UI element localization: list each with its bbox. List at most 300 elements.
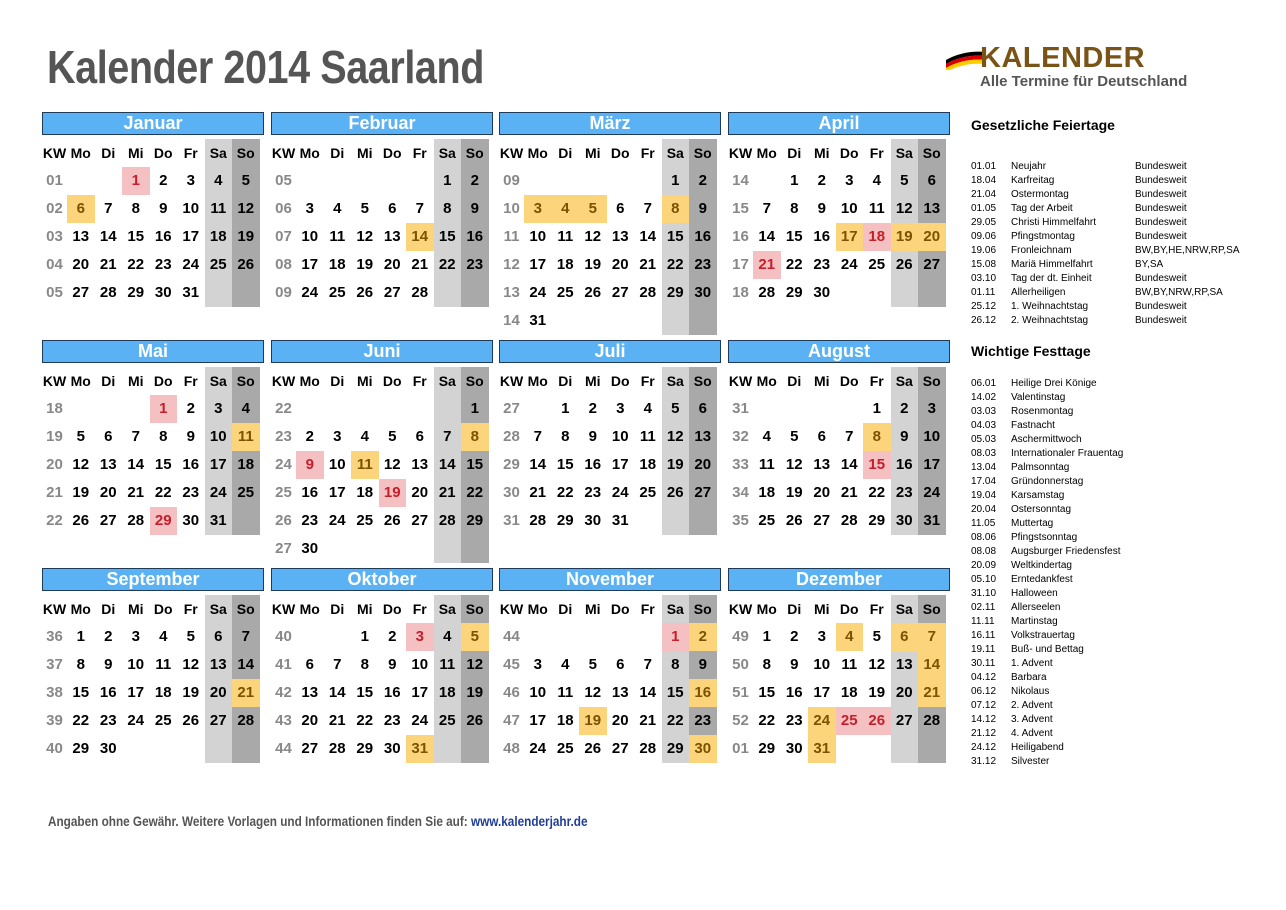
calendar-day[interactable]: 14 xyxy=(328,684,346,701)
calendar-day[interactable]: 28 xyxy=(639,284,657,301)
calendar-day[interactable]: 25 xyxy=(154,712,172,729)
calendar-day[interactable]: 14 xyxy=(237,656,255,673)
calendar-day[interactable]: 28 xyxy=(237,712,255,729)
calendar-day[interactable]: 12 xyxy=(666,428,684,445)
calendar-day[interactable]: 8 xyxy=(131,200,140,217)
calendar-day[interactable]: 2 xyxy=(186,400,195,417)
calendar-day[interactable]: 15 xyxy=(863,451,891,479)
calendar-day[interactable]: 9 xyxy=(790,656,799,673)
calendar-day[interactable]: 18 xyxy=(639,456,657,473)
calendar-day[interactable]: 8 xyxy=(443,200,452,217)
calendar-day[interactable]: 27 xyxy=(611,284,629,301)
calendar-day[interactable]: 26 xyxy=(356,284,374,301)
calendar-day[interactable]: 21 xyxy=(639,256,657,273)
calendar-day[interactable]: 27 xyxy=(923,256,941,273)
calendar-day[interactable]: 21 xyxy=(918,679,946,707)
calendar-day[interactable]: 12 xyxy=(584,228,602,245)
calendar-day[interactable]: 23 xyxy=(301,512,319,529)
calendar-day[interactable]: 29 xyxy=(127,284,145,301)
calendar-day[interactable]: 4 xyxy=(333,200,342,217)
calendar-day[interactable]: 26 xyxy=(666,484,684,501)
calendar-day[interactable]: 20 xyxy=(611,712,629,729)
calendar-day[interactable]: 12 xyxy=(237,200,255,217)
calendar-day[interactable]: 6 xyxy=(415,428,424,445)
calendar-day[interactable]: 23 xyxy=(154,256,172,273)
calendar-day[interactable]: 24 xyxy=(840,256,858,273)
calendar-day[interactable]: 31 xyxy=(923,512,941,529)
calendar-day[interactable]: 20 xyxy=(895,684,913,701)
calendar-day[interactable]: 2 xyxy=(470,172,479,189)
calendar-day[interactable]: 29 xyxy=(758,740,776,757)
calendar-day[interactable]: 6 xyxy=(305,656,314,673)
calendar-day[interactable]: 13 xyxy=(99,456,117,473)
calendar-day[interactable]: 25 xyxy=(328,284,346,301)
calendar-day[interactable]: 22 xyxy=(556,484,574,501)
calendar-day[interactable]: 10 xyxy=(529,684,547,701)
calendar-day[interactable]: 4 xyxy=(836,623,864,651)
calendar-day[interactable]: 13 xyxy=(611,228,629,245)
calendar-day[interactable]: 21 xyxy=(840,484,858,501)
calendar-day[interactable]: 18 xyxy=(758,484,776,501)
calendar-day[interactable]: 26 xyxy=(466,712,484,729)
calendar-day[interactable]: 3 xyxy=(817,628,826,645)
calendar-day[interactable]: 14 xyxy=(758,228,776,245)
calendar-day[interactable]: 1 xyxy=(150,395,178,423)
calendar-day[interactable]: 17 xyxy=(182,228,200,245)
calendar-day[interactable]: 27 xyxy=(611,740,629,757)
calendar-day[interactable]: 21 xyxy=(438,484,456,501)
calendar-day[interactable]: 26 xyxy=(785,512,803,529)
calendar-day[interactable]: 3 xyxy=(214,400,223,417)
calendar-day[interactable]: 3 xyxy=(305,200,314,217)
calendar-day[interactable]: 2 xyxy=(817,172,826,189)
calendar-day[interactable]: 5 xyxy=(241,172,250,189)
calendar-day[interactable]: 8 xyxy=(360,656,369,673)
calendar-day[interactable]: 15 xyxy=(556,456,574,473)
calendar-day[interactable]: 16 xyxy=(785,684,803,701)
calendar-day[interactable]: 27 xyxy=(301,740,319,757)
calendar-day[interactable]: 12 xyxy=(785,456,803,473)
calendar-day[interactable]: 7 xyxy=(415,200,424,217)
calendar-day[interactable]: 19 xyxy=(72,484,90,501)
calendar-day[interactable]: 7 xyxy=(443,428,452,445)
calendar-day[interactable]: 10 xyxy=(813,656,831,673)
calendar-day[interactable]: 14 xyxy=(406,223,434,251)
calendar-day[interactable]: 6 xyxy=(388,200,397,217)
calendar-day[interactable]: 7 xyxy=(762,200,771,217)
calendar-day[interactable]: 5 xyxy=(579,195,607,223)
calendar-day[interactable]: 29 xyxy=(466,512,484,529)
calendar-day[interactable]: 25 xyxy=(639,484,657,501)
calendar-day[interactable]: 23 xyxy=(383,712,401,729)
calendar-day[interactable]: 20 xyxy=(99,484,117,501)
calendar-day[interactable]: 6 xyxy=(927,172,936,189)
calendar-day[interactable]: 12 xyxy=(182,656,200,673)
calendar-day[interactable]: 16 xyxy=(895,456,913,473)
calendar-day[interactable]: 22 xyxy=(72,712,90,729)
calendar-day[interactable]: 28 xyxy=(328,740,346,757)
calendar-day[interactable]: 15 xyxy=(438,228,456,245)
calendar-day[interactable]: 9 xyxy=(698,656,707,673)
calendar-day[interactable]: 29 xyxy=(666,284,684,301)
calendar-day[interactable]: 20 xyxy=(611,256,629,273)
calendar-day[interactable]: 18 xyxy=(840,684,858,701)
calendar-day[interactable]: 1 xyxy=(470,400,479,417)
calendar-day[interactable]: 4 xyxy=(159,628,168,645)
calendar-day[interactable]: 26 xyxy=(895,256,913,273)
calendar-day[interactable]: 13 xyxy=(694,428,712,445)
calendar-day[interactable]: 9 xyxy=(588,428,597,445)
calendar-day[interactable]: 21 xyxy=(411,256,429,273)
calendar-day[interactable]: 20 xyxy=(72,256,90,273)
calendar-day[interactable]: 28 xyxy=(438,512,456,529)
calendar-day[interactable]: 27 xyxy=(813,512,831,529)
calendar-day[interactable]: 29 xyxy=(666,740,684,757)
calendar-day[interactable]: 24 xyxy=(808,707,836,735)
calendar-day[interactable]: 7 xyxy=(533,428,542,445)
calendar-day[interactable]: 26 xyxy=(182,712,200,729)
calendar-day[interactable]: 4 xyxy=(643,400,652,417)
calendar-day[interactable]: 27 xyxy=(72,284,90,301)
calendar-day[interactable]: 4 xyxy=(552,195,580,223)
calendar-day[interactable]: 14 xyxy=(918,651,946,679)
calendar-day[interactable]: 21 xyxy=(127,484,145,501)
calendar-day[interactable]: 9 xyxy=(388,656,397,673)
calendar-day[interactable]: 27 xyxy=(209,712,227,729)
calendar-day[interactable]: 20 xyxy=(411,484,429,501)
calendar-day[interactable]: 9 xyxy=(900,428,909,445)
calendar-day[interactable]: 21 xyxy=(753,251,781,279)
calendar-day[interactable]: 15 xyxy=(758,684,776,701)
calendar-day[interactable]: 6 xyxy=(698,400,707,417)
calendar-day[interactable]: 16 xyxy=(99,684,117,701)
calendar-day[interactable]: 3 xyxy=(186,172,195,189)
calendar-day[interactable]: 6 xyxy=(891,623,919,651)
calendar-day[interactable]: 21 xyxy=(639,712,657,729)
calendar-day[interactable]: 28 xyxy=(411,284,429,301)
calendar-day[interactable]: 30 xyxy=(182,512,200,529)
calendar-day[interactable]: 23 xyxy=(813,256,831,273)
calendar-day[interactable]: 23 xyxy=(694,712,712,729)
calendar-day[interactable]: 30 xyxy=(383,740,401,757)
calendar-day[interactable]: 23 xyxy=(895,484,913,501)
calendar-day[interactable]: 26 xyxy=(863,707,891,735)
calendar-day[interactable]: 1 xyxy=(872,400,881,417)
calendar-day[interactable]: 4 xyxy=(241,400,250,417)
calendar-day[interactable]: 12 xyxy=(466,656,484,673)
calendar-day[interactable]: 16 xyxy=(813,228,831,245)
calendar-day[interactable]: 22 xyxy=(785,256,803,273)
calendar-day[interactable]: 24 xyxy=(209,484,227,501)
calendar-day[interactable]: 29 xyxy=(72,740,90,757)
calendar-day[interactable]: 15 xyxy=(666,684,684,701)
calendar-day[interactable]: 29 xyxy=(868,512,886,529)
calendar-day[interactable]: 1 xyxy=(671,172,680,189)
calendar-day[interactable]: 9 xyxy=(186,428,195,445)
calendar-day[interactable]: 10 xyxy=(127,656,145,673)
calendar-day[interactable]: 16 xyxy=(182,456,200,473)
calendar-day[interactable]: 21 xyxy=(529,484,547,501)
calendar-day[interactable]: 12 xyxy=(356,228,374,245)
calendar-day[interactable]: 23 xyxy=(182,484,200,501)
calendar-day[interactable]: 26 xyxy=(72,512,90,529)
calendar-day[interactable]: 5 xyxy=(900,172,909,189)
calendar-day[interactable]: 23 xyxy=(584,484,602,501)
calendar-day[interactable]: 5 xyxy=(76,428,85,445)
calendar-day[interactable]: 29 xyxy=(150,507,178,535)
calendar-day[interactable]: 9 xyxy=(159,200,168,217)
calendar-day[interactable]: 12 xyxy=(895,200,913,217)
calendar-day[interactable]: 27 xyxy=(383,284,401,301)
calendar-day[interactable]: 17 xyxy=(209,456,227,473)
calendar-day[interactable]: 3 xyxy=(533,656,542,673)
calendar-day[interactable]: 29 xyxy=(785,284,803,301)
calendar-day[interactable]: 20 xyxy=(209,684,227,701)
calendar-day[interactable]: 18 xyxy=(556,712,574,729)
calendar-day[interactable]: 2 xyxy=(698,172,707,189)
calendar-day[interactable]: 10 xyxy=(529,228,547,245)
calendar-day[interactable]: 8 xyxy=(461,423,489,451)
calendar-day[interactable]: 24 xyxy=(529,740,547,757)
calendar-day[interactable]: 26 xyxy=(383,512,401,529)
calendar-day[interactable]: 30 xyxy=(694,284,712,301)
calendar-day[interactable]: 12 xyxy=(72,456,90,473)
calendar-day[interactable]: 25 xyxy=(356,512,374,529)
calendar-day[interactable]: 14 xyxy=(99,228,117,245)
calendar-day[interactable]: 10 xyxy=(411,656,429,673)
calendar-day[interactable]: 27 xyxy=(895,712,913,729)
calendar-day[interactable]: 19 xyxy=(379,479,407,507)
calendar-day[interactable]: 10 xyxy=(840,200,858,217)
calendar-day[interactable]: 30 xyxy=(301,540,319,557)
calendar-day[interactable]: 13 xyxy=(923,200,941,217)
calendar-day[interactable]: 16 xyxy=(584,456,602,473)
calendar-day[interactable]: 13 xyxy=(813,456,831,473)
calendar-day[interactable]: 31 xyxy=(611,512,629,529)
calendar-day[interactable]: 10 xyxy=(611,428,629,445)
calendar-day[interactable]: 31 xyxy=(406,735,434,763)
footer-link[interactable]: www.kalenderjahr.de xyxy=(470,813,588,829)
calendar-day[interactable]: 2 xyxy=(588,400,597,417)
calendar-day[interactable]: 6 xyxy=(214,628,223,645)
kalender-logo[interactable] xyxy=(944,42,1206,94)
calendar-day[interactable]: 8 xyxy=(662,195,690,223)
calendar-day[interactable]: 6 xyxy=(104,428,113,445)
calendar-day[interactable]: 4 xyxy=(561,656,570,673)
calendar-day[interactable]: 5 xyxy=(388,428,397,445)
calendar-day[interactable]: 30 xyxy=(584,512,602,529)
calendar-day[interactable]: 2 xyxy=(104,628,113,645)
calendar-day[interactable]: 23 xyxy=(466,256,484,273)
calendar-day[interactable]: 15 xyxy=(466,456,484,473)
calendar-day[interactable]: 1 xyxy=(762,628,771,645)
calendar-day[interactable]: 18 xyxy=(209,228,227,245)
calendar-day[interactable]: 4 xyxy=(443,628,452,645)
calendar-day[interactable]: 27 xyxy=(99,512,117,529)
calendar-day[interactable]: 30 xyxy=(785,740,803,757)
calendar-day[interactable]: 30 xyxy=(689,735,717,763)
calendar-day[interactable]: 21 xyxy=(232,679,260,707)
calendar-day[interactable]: 7 xyxy=(918,623,946,651)
calendar-day[interactable]: 17 xyxy=(529,256,547,273)
calendar-day[interactable]: 10 xyxy=(209,428,227,445)
calendar-day[interactable]: 7 xyxy=(643,200,652,217)
calendar-day[interactable]: 9 xyxy=(698,200,707,217)
calendar-day[interactable]: 16 xyxy=(301,484,319,501)
calendar-day[interactable]: 9 xyxy=(470,200,479,217)
calendar-day[interactable]: 10 xyxy=(923,428,941,445)
calendar-day[interactable]: 1 xyxy=(122,167,150,195)
calendar-day[interactable]: 7 xyxy=(104,200,113,217)
calendar-day[interactable]: 25 xyxy=(868,256,886,273)
calendar-day[interactable]: 3 xyxy=(524,195,552,223)
calendar-day[interactable]: 20 xyxy=(918,223,946,251)
calendar-day[interactable]: 1 xyxy=(662,623,690,651)
calendar-day[interactable]: 6 xyxy=(817,428,826,445)
calendar-day[interactable]: 7 xyxy=(131,428,140,445)
calendar-day[interactable]: 18 xyxy=(556,256,574,273)
calendar-day[interactable]: 28 xyxy=(99,284,117,301)
calendar-day[interactable]: 29 xyxy=(356,740,374,757)
calendar-day[interactable]: 28 xyxy=(758,284,776,301)
calendar-day[interactable]: 17 xyxy=(836,223,864,251)
calendar-day[interactable]: 2 xyxy=(388,628,397,645)
calendar-day[interactable]: 18 xyxy=(863,223,891,251)
calendar-day[interactable]: 16 xyxy=(694,228,712,245)
calendar-day[interactable]: 11 xyxy=(758,456,775,473)
calendar-day[interactable]: 24 xyxy=(411,712,429,729)
calendar-day[interactable]: 16 xyxy=(383,684,401,701)
calendar-day[interactable]: 26 xyxy=(237,256,255,273)
calendar-day[interactable]: 3 xyxy=(927,400,936,417)
calendar-day[interactable]: 19 xyxy=(237,228,255,245)
calendar-day[interactable]: 2 xyxy=(159,172,168,189)
calendar-day[interactable]: 13 xyxy=(301,684,319,701)
calendar-day[interactable]: 16 xyxy=(689,679,717,707)
calendar-day[interactable]: 24 xyxy=(182,256,200,273)
calendar-day[interactable]: 19 xyxy=(356,256,374,273)
calendar-day[interactable]: 13 xyxy=(411,456,429,473)
calendar-day[interactable]: 4 xyxy=(360,428,369,445)
calendar-day[interactable]: 19 xyxy=(182,684,200,701)
calendar-day[interactable]: 11 xyxy=(841,656,858,673)
calendar-day[interactable]: 30 xyxy=(154,284,172,301)
calendar-day[interactable]: 12 xyxy=(584,684,602,701)
calendar-day[interactable]: 19 xyxy=(868,684,886,701)
calendar-day[interactable]: 21 xyxy=(99,256,117,273)
calendar-day[interactable]: 1 xyxy=(443,172,452,189)
calendar-day[interactable]: 17 xyxy=(923,456,941,473)
calendar-day[interactable]: 28 xyxy=(840,512,858,529)
calendar-day[interactable]: 27 xyxy=(411,512,429,529)
calendar-day[interactable]: 15 xyxy=(127,228,145,245)
calendar-day[interactable]: 1 xyxy=(561,400,570,417)
calendar-day[interactable]: 11 xyxy=(210,200,227,217)
calendar-day[interactable]: 13 xyxy=(72,228,90,245)
calendar-day[interactable]: 2 xyxy=(790,628,799,645)
calendar-day[interactable]: 27 xyxy=(694,484,712,501)
calendar-day[interactable]: 8 xyxy=(76,656,85,673)
calendar-day[interactable]: 1 xyxy=(790,172,799,189)
calendar-day[interactable]: 19 xyxy=(891,223,919,251)
calendar-day[interactable]: 8 xyxy=(863,423,891,451)
calendar-day[interactable]: 12 xyxy=(868,656,886,673)
calendar-day[interactable]: 11 xyxy=(351,451,379,479)
calendar-day[interactable]: 24 xyxy=(328,512,346,529)
calendar-day[interactable]: 6 xyxy=(616,200,625,217)
calendar-day[interactable]: 14 xyxy=(840,456,858,473)
calendar-day[interactable]: 15 xyxy=(666,228,684,245)
calendar-day[interactable]: 26 xyxy=(584,284,602,301)
calendar-day[interactable]: 10 xyxy=(301,228,319,245)
calendar-day[interactable]: 11 xyxy=(232,423,260,451)
calendar-day[interactable]: 5 xyxy=(588,656,597,673)
calendar-day[interactable]: 25 xyxy=(758,512,776,529)
calendar-day[interactable]: 19 xyxy=(785,484,803,501)
calendar-day[interactable]: 22 xyxy=(466,484,484,501)
calendar-day[interactable]: 24 xyxy=(127,712,145,729)
calendar-day[interactable]: 25 xyxy=(237,484,255,501)
calendar-day[interactable]: 28 xyxy=(923,712,941,729)
calendar-day[interactable]: 18 xyxy=(328,256,346,273)
calendar-day[interactable]: 6 xyxy=(616,656,625,673)
calendar-day[interactable]: 8 xyxy=(790,200,799,217)
calendar-day[interactable]: 30 xyxy=(99,740,117,757)
calendar-day[interactable]: 20 xyxy=(813,484,831,501)
calendar-day[interactable]: 9 xyxy=(296,451,324,479)
calendar-day[interactable]: 5 xyxy=(360,200,369,217)
calendar-day[interactable]: 11 xyxy=(639,428,656,445)
calendar-day[interactable]: 22 xyxy=(438,256,456,273)
calendar-day[interactable]: 16 xyxy=(466,228,484,245)
calendar-day[interactable]: 18 xyxy=(154,684,172,701)
calendar-day[interactable]: 24 xyxy=(923,484,941,501)
calendar-day[interactable]: 5 xyxy=(186,628,195,645)
calendar-day[interactable]: 22 xyxy=(868,484,886,501)
calendar-day[interactable]: 7 xyxy=(845,428,854,445)
calendar-day[interactable]: 3 xyxy=(131,628,140,645)
calendar-day[interactable]: 8 xyxy=(762,656,771,673)
calendar-day[interactable]: 13 xyxy=(209,656,227,673)
calendar-day[interactable]: 17 xyxy=(127,684,145,701)
calendar-day[interactable]: 26 xyxy=(584,740,602,757)
calendar-day[interactable]: 9 xyxy=(104,656,113,673)
calendar-day[interactable]: 6 xyxy=(67,195,95,223)
calendar-day[interactable]: 20 xyxy=(383,256,401,273)
calendar-day[interactable]: 28 xyxy=(529,512,547,529)
calendar-day[interactable]: 17 xyxy=(813,684,831,701)
calendar-day[interactable]: 15 xyxy=(356,684,374,701)
calendar-day[interactable]: 17 xyxy=(529,712,547,729)
calendar-day[interactable]: 14 xyxy=(529,456,547,473)
calendar-day[interactable]: 22 xyxy=(666,256,684,273)
calendar-day[interactable]: 24 xyxy=(611,484,629,501)
calendar-day[interactable]: 25 xyxy=(556,284,574,301)
calendar-day[interactable]: 23 xyxy=(785,712,803,729)
calendar-day[interactable]: 1 xyxy=(76,628,85,645)
calendar-day[interactable]: 17 xyxy=(611,456,629,473)
calendar-day[interactable]: 25 xyxy=(438,712,456,729)
calendar-day[interactable]: 31 xyxy=(209,512,227,529)
calendar-day[interactable]: 2 xyxy=(900,400,909,417)
calendar-day[interactable]: 3 xyxy=(845,172,854,189)
calendar-day[interactable]: 5 xyxy=(461,623,489,651)
calendar-day[interactable]: 11 xyxy=(439,656,456,673)
calendar-day[interactable]: 30 xyxy=(895,512,913,529)
calendar-day[interactable]: 28 xyxy=(639,740,657,757)
calendar-day[interactable]: 8 xyxy=(159,428,168,445)
calendar-day[interactable]: 28 xyxy=(127,512,145,529)
